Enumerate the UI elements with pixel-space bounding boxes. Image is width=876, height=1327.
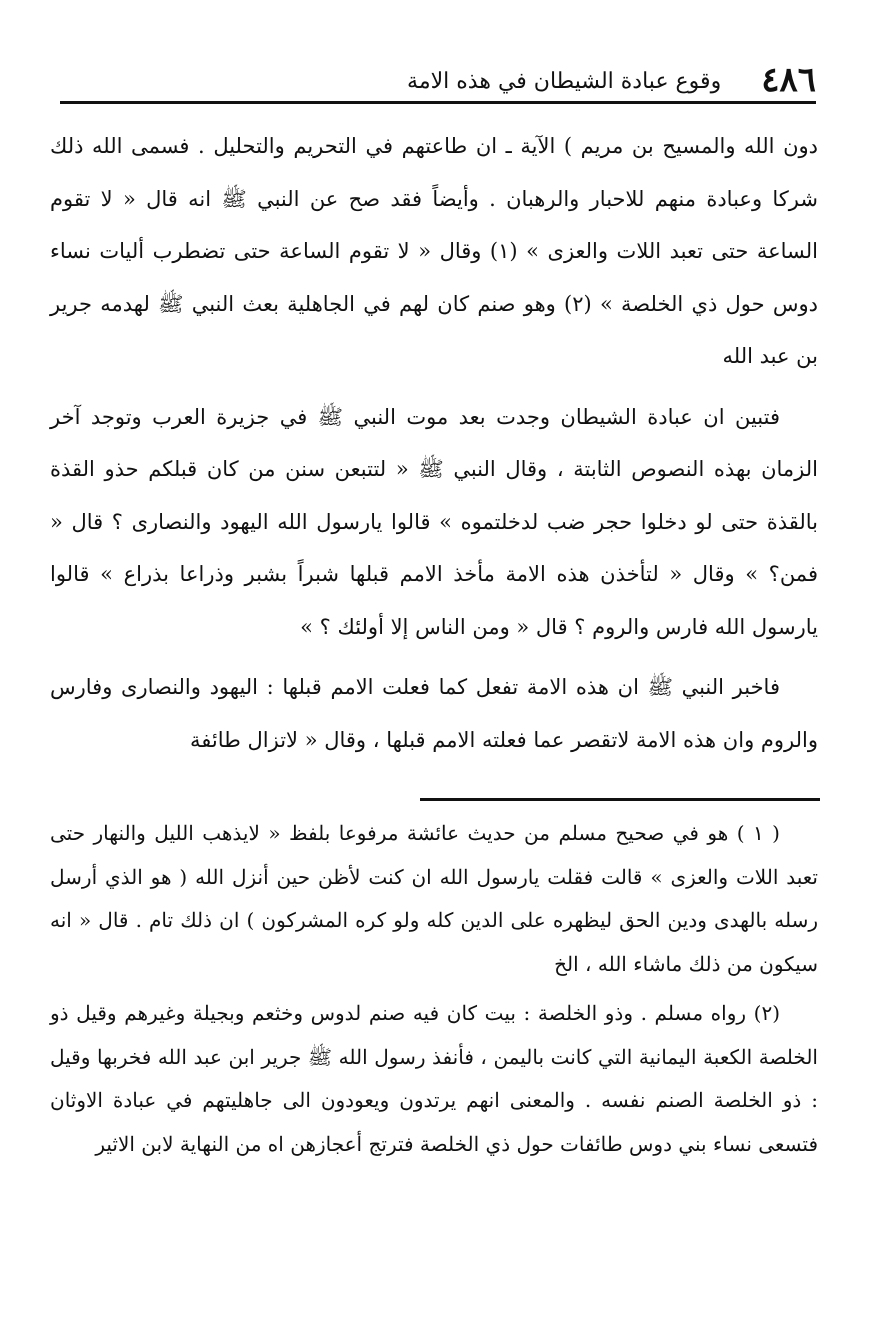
running-title: وقوع عبادة الشيطان في هذه الامة bbox=[407, 69, 722, 94]
body-paragraph: دون الله والمسيح بن مريم ) الآية ـ ان طاعتهم في التحريم والتحليل . فسمى الله ذلك شركا وعبادة منهم للاحبار والرهبان . وأيضاً فقد صح عن النبي ﷺ انه قال « لا تقوم الساعة حتى تعبد اللات والعزى » (١) وقال « لا تقوم الساعة حتى تضطرب أليات نساء دوس حول ذي الخلصة » (٢) وهو صنم كان لهم في الجاهلية بعث النبي ﷺ لهدمه جرير بن عبد الله bbox=[50, 134, 818, 368]
footnote-2: (٢) رواه مسلم . وذو الخلصة : بيت كان فيه صنم لدوس وخثعم وبجيلة وغيرهم وقيل ذو الخلصة الكعبة اليمانية التي كانت باليمن ، فأنفذ رسول الله ﷺ جرير ابن عبد الله فخربها وقيل : ذو الخلصة الصنم نفسه . والمعنى انهم يرتدون ويعودون الى جاهليتهم في عبادة الاوثان فتسعى نساء بني دوس طائفات حول ذي الخلصة فترتج أعجازهن اه من النهاية لابن الاثير bbox=[50, 1001, 818, 1156]
footnote-1: ( ١ ) هو في صحيح مسلم من حديث عائشة مرفوعا بلفظ « لايذهب الليل والنهار حتى تعبد اللات والعزى » قالت فقلت يارسول الله ان كنت لأظن حين أنزل الله ( هو الذي أرسل رسله بالهدى ودين الحق ليظهره على الدين كله ولو كره المشركون ) ان ذلك تام . قال « انه سيكون من ذلك ماشاء الله ، الخ bbox=[50, 821, 818, 976]
body-paragraph: فاخبر النبي ﷺ ان هذه الامة تفعل كما فعلت الامم قبلها : اليهود والنصارى وفارس والروم وان هذه الامة لاتقصر عما فعلته الامم قبلها ، وقال « لاتزال طائفة bbox=[50, 675, 818, 752]
main-text bbox=[50, 120, 818, 766]
footnotes bbox=[50, 812, 818, 1166]
header-rule bbox=[60, 101, 816, 104]
page-header bbox=[60, 56, 816, 100]
page-number: ٤٨٦ bbox=[761, 60, 816, 100]
body-paragraph: فتبين ان عبادة الشيطان وجدت بعد موت النبي ﷺ في جزيرة العرب وتوجد آخر الزمان بهذه النصوص الثابتة ، وقال النبي ﷺ « لتتبعن سنن من كان قبلكم حذو القذة بالقذة حتى لو دخلوا حجر ضب لدخلتموه » قالوا يارسول الله اليهود والنصارى ؟ قال « فمن؟ » وقال « لتأخذن هذه الامة مأخذ الامم قبلها شبراً بشبر وذراعا بذراع » قالوا يارسول الله فارس والروم ؟ قال « ومن الناس إلا أولئك ؟ » bbox=[50, 404, 818, 639]
footnote-rule bbox=[420, 798, 820, 801]
